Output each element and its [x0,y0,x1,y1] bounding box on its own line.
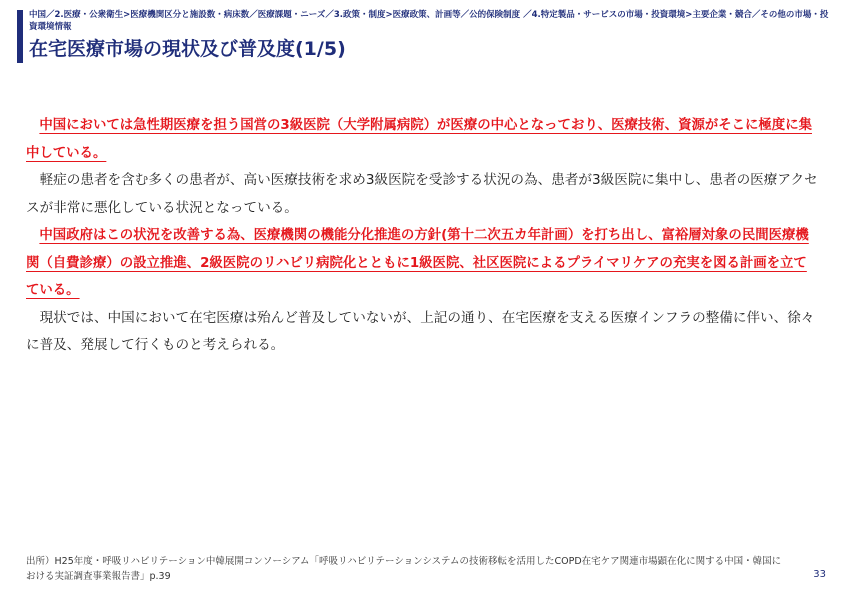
breadcrumb: 中国／2.医療・公衆衛生>医療機関区分と施設数・病床数／医療課題・ニーズ／3.政策・制度>医療政策、計画等／公的保険制度 ／4.特定製品・サービスの市場・投資環境>主要企業・競合／その他の市場・投資環境情報 [29,10,829,32]
page-title: 在宅医療市場の現状及び普及度(1/5) [29,38,346,60]
paragraph-highlight-3: 中国政府はこの状況を改善する為、医療機関の機能分化推進の方針(第十二次五カ年計画）を打ち出し、富裕層対象の民間医療機関（自費診療）の設立推進、2級医院のリハビリ病院化とともに1級医院、社区医院によるプライマリケアの充実を図る計画を立てている。 [26,228,809,298]
body-text [26,112,820,360]
paragraph-highlight-1: 中国においては急性期医療を担う国営の3級医院（大学附属病院）が医療の中心となっており、医療技術、資源がそこに極度に集中している。 [26,118,812,161]
title-accent-bar [17,10,23,63]
paragraph-2: 軽症の患者を含む多くの患者が、高い医療技術を求め3級医院を受診する状況の為、患者が3級医院に集中し、患者の医療アクセスが非常に悪化している状況となっている。 [26,172,818,216]
source-note: 出所）H25年度・呼吸リハビリテーション中韓展開コンソーシアム「呼吸リハビリテーションシステムの技術移転を活用したCOPD在宅ケア関連市場顕在化に関する中国・韓国における実証調査事業報告書」p.39 [26,556,782,582]
page-number: 33 [813,569,826,580]
paragraph-4: 現状では、中国において在宅医療は殆んど普及していないが、上記の通り、在宅医療を支える医療インフラの整備に伴い、徐々に普及、発展して行くものと考えられる。 [26,309,815,353]
